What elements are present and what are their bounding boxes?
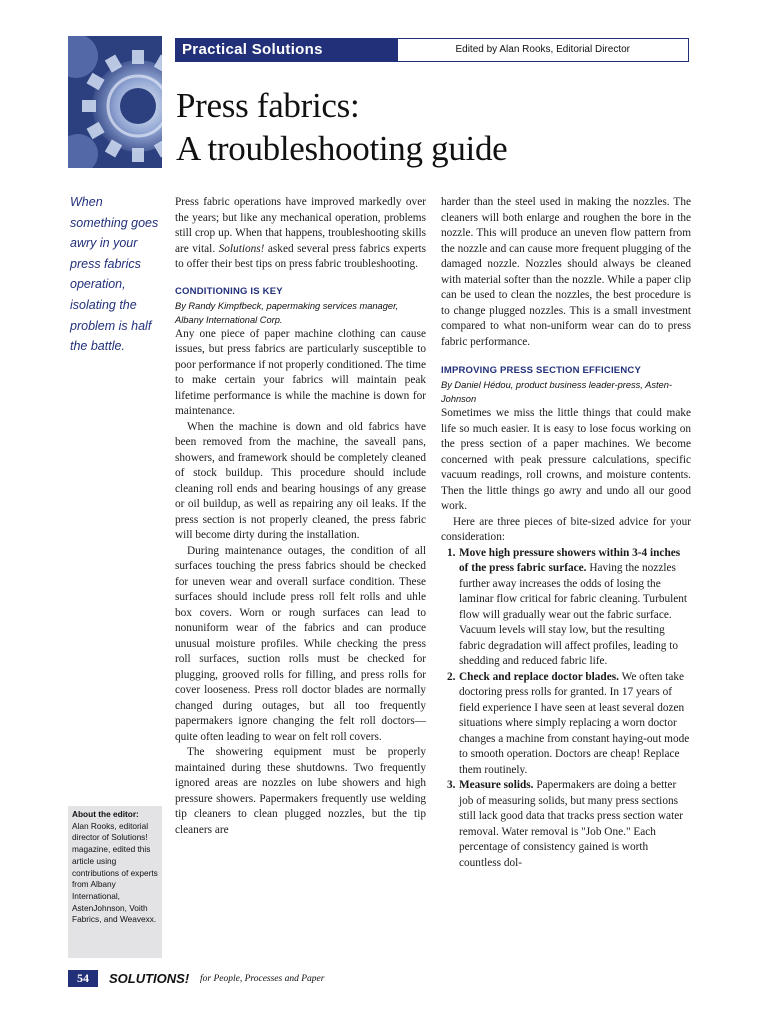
section-heading-efficiency: IMPROVING PRESS SECTION EFFICIENCY bbox=[441, 365, 641, 376]
tip-item bbox=[441, 670, 691, 779]
body-paragraph: Sometimes we miss the little things that could make life so much easier. It is easy to lose focus working on the press section of a paper machines. We become concerned with peak pressure calculations, specific vacuum readings, roll crowns, and moisture contents. Then the little things go awry and undo all our good work. bbox=[441, 407, 691, 512]
page-footer bbox=[68, 970, 368, 988]
tip-text: Papermakers are doing a better job of measuring solids, but many press sections still lack good data that tracks press section water removal. Water removal is "Job One." Each percentage of consistency gained is worth countless dol- bbox=[459, 779, 683, 869]
section-label: Practical Solutions bbox=[176, 39, 398, 61]
page-number: 54 bbox=[68, 970, 98, 987]
tip-item bbox=[441, 778, 691, 871]
intro-paragraph: Press fabric operations have improved markedly over the years; but like any mechanical operation, problems still crop up. When that happens, troubleshooting skills are vital. Solutions! asked several press fabrics experts to offer their best tips on press fabric troubleshooting. bbox=[175, 196, 427, 270]
tip-number: 3. bbox=[447, 779, 456, 791]
tip-number: 2. bbox=[447, 670, 456, 683]
section-heading-conditioning: CONDITIONING IS KEY bbox=[175, 285, 283, 297]
article-column-right bbox=[441, 195, 691, 871]
byline-kimpfbeck: By Randy Kimpfbeck, papermaking services manager, Albany International Corp. bbox=[175, 300, 399, 325]
pull-quote: When something goes awry in your press fabrics operation, isolating the problem is half the battle. bbox=[70, 195, 159, 354]
title-line-1: Press fabrics: bbox=[176, 86, 360, 125]
tip-text: We often take doctoring press rolls for granted. In 17 years of field experience I have seen at least several dozen situations where simply replacing a worn doctor changes a machine from constant haying-out mode to smooth operation. Doctors are cheap! Replace them routinely. bbox=[459, 670, 690, 776]
magazine-name: SOLUTIONS! bbox=[109, 971, 190, 986]
article-title bbox=[176, 84, 696, 170]
about-editor-text: Alan Rooks, editorial director of Solutions! magazine, edited this article using contributions of experts from Albany International, AstenJohnson, Voith Fabrics, and Weavexx. bbox=[72, 820, 158, 925]
body-paragraph: Here are three pieces of bite-sized advice for your consideration: bbox=[441, 515, 691, 543]
gears-illustration bbox=[68, 36, 162, 168]
body-paragraph-split: The showering equipment must be properly maintained during these shutdowns. Two frequently ignored areas are nozzles on lube showers and high pressure showers. Papermakers frequently use welding tip cleaners to clean plugged nozzles, but the tip cleaners are bbox=[175, 746, 426, 836]
tip-title: Move high pressure showers within 3-4 inches of the press fabric surface. bbox=[459, 546, 681, 574]
about-editor-heading: About the editor: bbox=[72, 809, 139, 819]
body-paragraph: Any one piece of paper machine clothing can cause issues, but press fabrics are particularly susceptible to poor performance if not properly conditioned. The time to make certain your fabrics will maintain peak lifetime performance is while the machine is down for maintenance. bbox=[175, 327, 426, 417]
magazine-tagline: for People, Processes and Paper bbox=[200, 974, 325, 984]
tip-text: Having the nozzles further away increases the odds of losing the laminar flow critical for fabric cleaning. Turbulent flow will gradually wear out the fabric surface. Vacuum levels will stay low, but the resulting fabric degradation will affect profiles, leading to shedding and reduced fabric life. bbox=[459, 562, 688, 667]
tip-title: Measure solids. bbox=[459, 779, 534, 791]
title-line-2: A troubleshooting guide bbox=[176, 129, 508, 168]
tip-title: Check and replace doctor blades. bbox=[459, 670, 619, 683]
section-header-bar bbox=[175, 38, 689, 62]
tip-item bbox=[441, 546, 691, 670]
about-editor-box bbox=[68, 806, 162, 958]
body-paragraph: When the machine is down and old fabrics have been removed from the machine, the saveall pans, showers, and framework should be completely cleaned of stock buildup. This procedure should include cleaning roll ends and bearing housings of any grease or oil buildup, as well as repairing any oil leaks. If the press section is not properly cleaned, the press fabric will become dirty during the installation. bbox=[175, 420, 426, 541]
body-paragraph-continued: harder than the steel used in making the nozzles. The cleaners will both enlarge and roughen the bore in the nozzle. This will produce an uneven flow pattern from the nozzle and can cause more frequent plugging of the damaged nozzle. Nozzles should always be cleaned with material softer than the nozzle. While a paper clip can be used to clean the nozzles, the best procedure is to change plugged nozzles. This is a small investment compared to what non-uniform wear can do to press fabric performance. bbox=[441, 196, 691, 348]
byline-hedou: By Daniel Hédou, product business leader-press, Asten-Johnson bbox=[441, 380, 672, 404]
article-column-middle bbox=[175, 195, 426, 838]
tips-list bbox=[441, 546, 691, 872]
tip-number: 1. bbox=[447, 546, 456, 559]
body-paragraph: During maintenance outages, the condition of all surfaces touching the press fabrics should be checked for uneven wear and overall surface condition. These surfaces should include press roll felt rolls and uhle box covers. Worn or rough surfaces can lead to nonuniform wear of the fabrics and can produce unusual moisture profiles. While checking the press roll surfaces, suction rolls must be checked for plugging, grooved rolls for filling, and press rolls for cover looseness. Press roll doctor blades are normally changed during outages, but all too frequently papermakers ignore changing the felt roll doctors—quite often leading to wear on felt roll covers. bbox=[175, 544, 426, 743]
editor-credit: Edited by Alan Rooks, Editorial Director bbox=[455, 44, 630, 55]
